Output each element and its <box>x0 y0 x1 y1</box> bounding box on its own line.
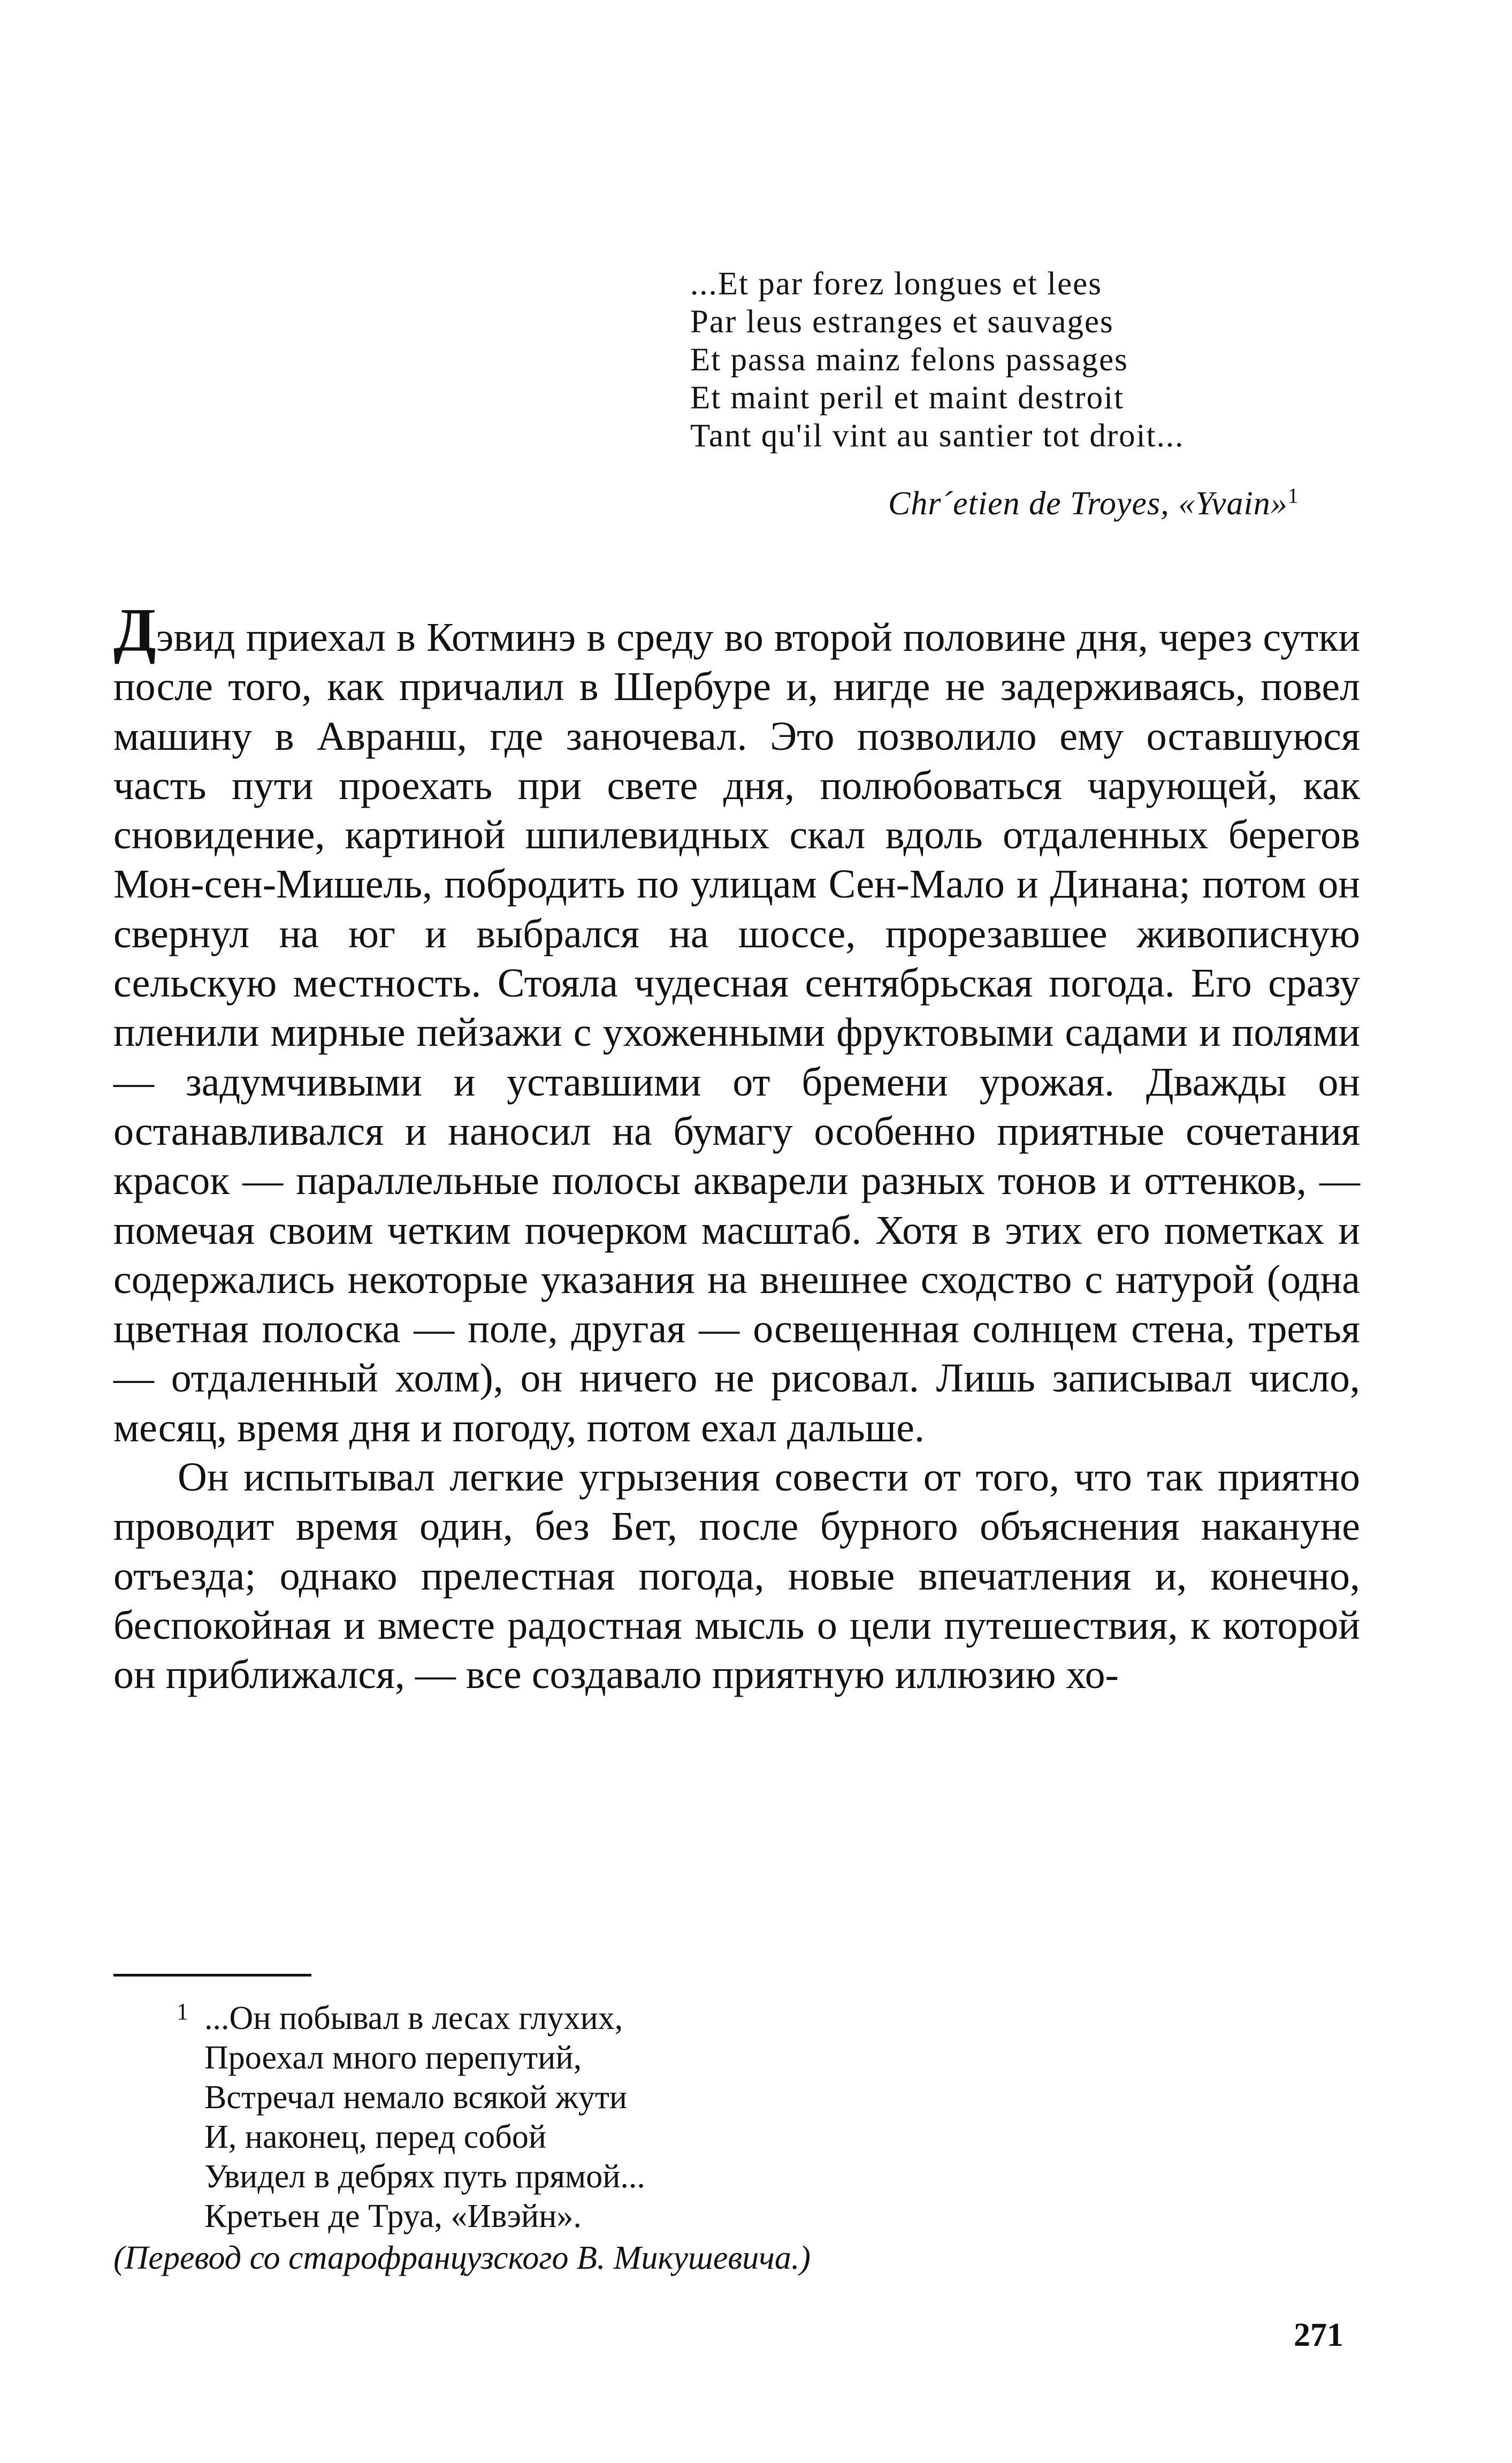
footnote-line: Встречал немало всякой жути <box>204 2079 628 2116</box>
footnote-line: Проехал много перепутий, <box>204 2040 582 2076</box>
footnote-line: Кретьен де Труа, «Ивэйн». <box>204 2198 582 2234</box>
epigraph-line: Par leus estranges et sauvages <box>690 304 1114 340</box>
epigraph-line: ...Et par forez longues et lees <box>690 266 1102 302</box>
drop-cap: Д <box>113 596 156 665</box>
paragraph: Он испытывал легкие угрызения совести от того, что так приятно проводит время один, без Бет, после бурного объяснения накануне отъезда; однако прелестная погода, новые впечатления и, конечно, беспокойная и вместе радостная мысль о цели путешествия, к которой он приближался, — все создавало приятную иллюзию хо- <box>113 1455 1360 1698</box>
epigraph-line: Tant qu'il vint au santier tot droit... <box>690 418 1185 454</box>
footnote-line <box>113 1998 1360 2038</box>
footnote <box>113 1998 1360 2278</box>
page-number: 271 <box>1294 2317 1343 2353</box>
footnote-reference[interactable]: 1 <box>1287 483 1299 508</box>
paragraph <box>113 596 1360 1453</box>
epigraph-line: Et passa mainz felons passages <box>690 342 1128 378</box>
footnote-line: И, наконец, перед собой <box>204 2119 547 2155</box>
footnote-line-text: ...Он побывал в лесах глухих, <box>204 2000 623 2036</box>
attribution-text: Chr´etien de Troyes, «Yvain» <box>888 485 1288 522</box>
paragraph-text: эвид приехал в Котминэ в среду во второй половине дня, через сутки после того, как причалил в Шербуре и, нигде не задерживаясь, повел машину в Авранш, где заночевал. Это позволило ему оставшуюся часть пути проехать при свете дня, полюбоваться чарующей, как сновидение, картиной шпилевидных скал вдоль отдаленных берегов Мон-сен-Мишель, побродить по улицам Сен-Мало и Динана; потом он свернул на юг и выбрался на шоссе, прорезавшее живописную сельскую местность. Стояла чудесная сентябрьская погода. Его сразу пленили мирные пейзажи с ухоженными фруктовыми садами и полями — задумчивыми и уставшими от бремени урожая. Дважды он останавливался и наносил на бумагу особенно приятные сочетания красок — параллельные полосы акварели разных тонов и оттенков, — помечая своим четким почерком масштаб. Хотя в этих его пометках и содержались некоторые указания на внешнее сходство с натурой (одна цветная полоска — поле, другая — освещенная солнцем стена, третья — отдаленный холм), он ничего не рисовал. Лишь записывал число, месяц, время дня и погоду, потом ехал дальше. <box>113 615 1360 1450</box>
footnote-mark: 1 <box>177 1998 188 2025</box>
epigraph-line: Et maint peril et maint destroit <box>690 380 1125 416</box>
main-text <box>113 596 1360 1700</box>
footnote-line: Увидел в дебрях путь прямой... <box>204 2158 645 2195</box>
epigraph <box>690 265 1386 455</box>
footnote-translation: (Перевод со старофранцузского В. Микушевича.) <box>113 2240 811 2276</box>
epigraph-attribution <box>888 484 1299 523</box>
footnote-separator <box>113 1974 311 1977</box>
